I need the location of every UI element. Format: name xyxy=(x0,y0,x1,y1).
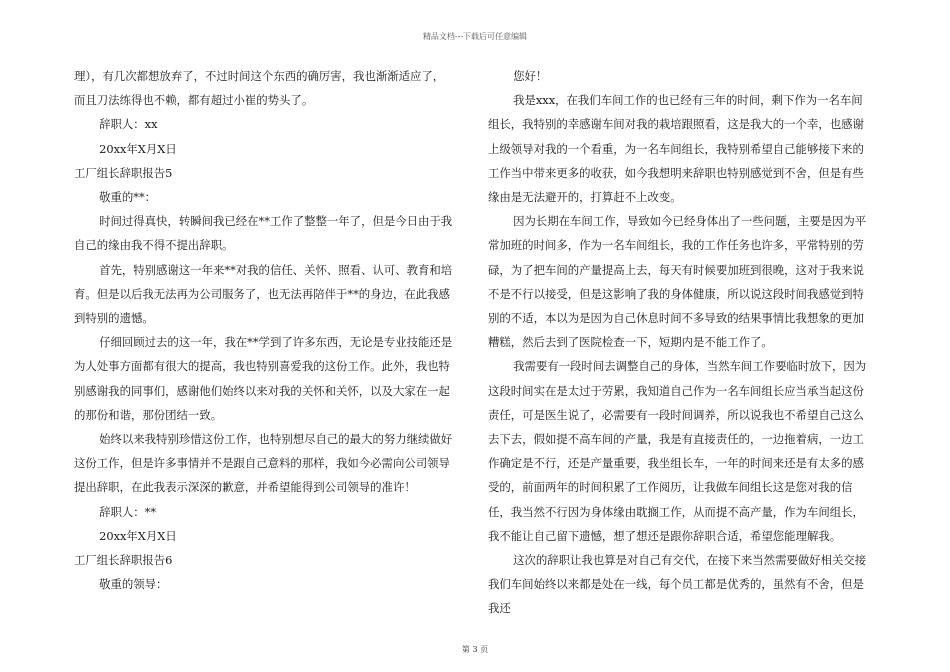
date-line: 20xx年X月X日 xyxy=(99,141,177,156)
right-column xyxy=(488,64,868,621)
paragraph: 仔细回顾过去的这一年，我在**学到了许多东西，无论是专业技能还是为人处事方面都有很大的提高，我也特别喜爱我的这份工作。此外，我也特别感谢我的同事们，感谢他们始终以来对我的关怀和关怀，以及大家在一起的那份和谐，那份团结一致。 xyxy=(74,335,453,422)
page-header: 精品文档---下载后可任意编辑 xyxy=(422,32,528,41)
paragraph: 理），有几次都想放弃了，不过时间这个东西的确厉害，我也渐渐适应了，而且刀法练得也不赖，都有超过小崔的势头了。 xyxy=(74,69,445,108)
paragraph: 首先，特别感谢这一年来**对我的信任、关怀、照看、认可、教育和培育。但是以后我无法再为公司服务了，也无法再陪伴于**的身边，在此我感到特别的遗憾。 xyxy=(74,262,453,326)
salutation: 敬重的**： xyxy=(99,190,157,205)
greeting: 您好！ xyxy=(513,69,548,83)
date-line: 20xx年X月X日 xyxy=(99,528,177,543)
signature-line: 辞职人：** xyxy=(99,504,157,519)
section-title: 工厂组长辞职报告6 xyxy=(74,553,173,568)
signature-line: 辞职人：xx xyxy=(99,117,158,132)
paragraph: 这次的辞职让我也算是对自己有交代，在接下来当然需要做好相关交接我们车间始终以来都是处在一线，每个员工都是优秀的，虽然有不舍，但是我还 xyxy=(488,553,867,616)
paragraph: 我需要有一段时间去调整自己的身体，当然车间工作要临时放下，因为这段时间实在是太过于劳累，我知道自己作为一名车间组长应当承当起这份责任，可是医生说了，必需要有一段时间调养，所以说我也不希望自己这么去下去，假如提不高车间的产量，我是有直接责任的，一边拖着病，一边工作确定是不行，还是产量重要，我坐组长车，一年的时间来还是有太多的感受的，前面两年的时间积累了工作阅历，让我做车间组长这是您对我的信任，我当然不行因为身体缘由耽搁工作，从而提不高产量，作为车间组长，我不能让自己留下遗憾，想了想还是跟你辞职合适，希望您能理解我。 xyxy=(488,359,867,543)
paragraph: 时间过得真快，转瞬间我已经在**工作了整整一年了，但是今日由于我自己的缘由我不得不提出辞职。 xyxy=(74,214,453,253)
left-column xyxy=(74,64,454,596)
page-number: 第 3 页 xyxy=(461,645,489,654)
section-title: 工厂组长辞职报告5 xyxy=(74,165,173,180)
paragraph: 因为长期在车间工作，导致如今已经身体出了一些问题，主要是因为平常加班的时间多，作为一名车间组长，我的工作任务也许多，平常特别的劳碌，为了把车间的产量提高上去，每天有时候要加班到很晚，这对于我来说不是不行以接受，但是这影响了我的身体健康，所以说这段时间我感觉到特别的不适，本以为是因为自己休息时间不多导致的结果事情比我想象的更加糟糕，然后去到了医院检查一下，短期内是不能工作了。 xyxy=(488,214,867,350)
paragraph: 我是xxx，在我们车间工作的也已经有三年的时间，剩下作为一名车间组长，我特别的幸感谢车间对我的栽培跟照看，这是我大的一个幸，也感谢上级领导对我的一个看重，为一名车间组长，我特别希望自己能够接下来的工作当中带来更多的收获，如今我想明来辞职也特别感觉到不舍，但是有些缘由是无法避开的，打算赶不上改变。 xyxy=(488,93,864,205)
paragraph: 始终以来我特别珍惜这份工作，也特别想尽自己的最大的努力继续做好这份工作，但是许多事情并不是跟自己意料的那样，我如今必需向公司领导提出辞职，在此我表示深深的歉意，并希望能得到公司领导的准许！ xyxy=(74,432,453,495)
salutation: 敬重的领导： xyxy=(99,577,168,592)
